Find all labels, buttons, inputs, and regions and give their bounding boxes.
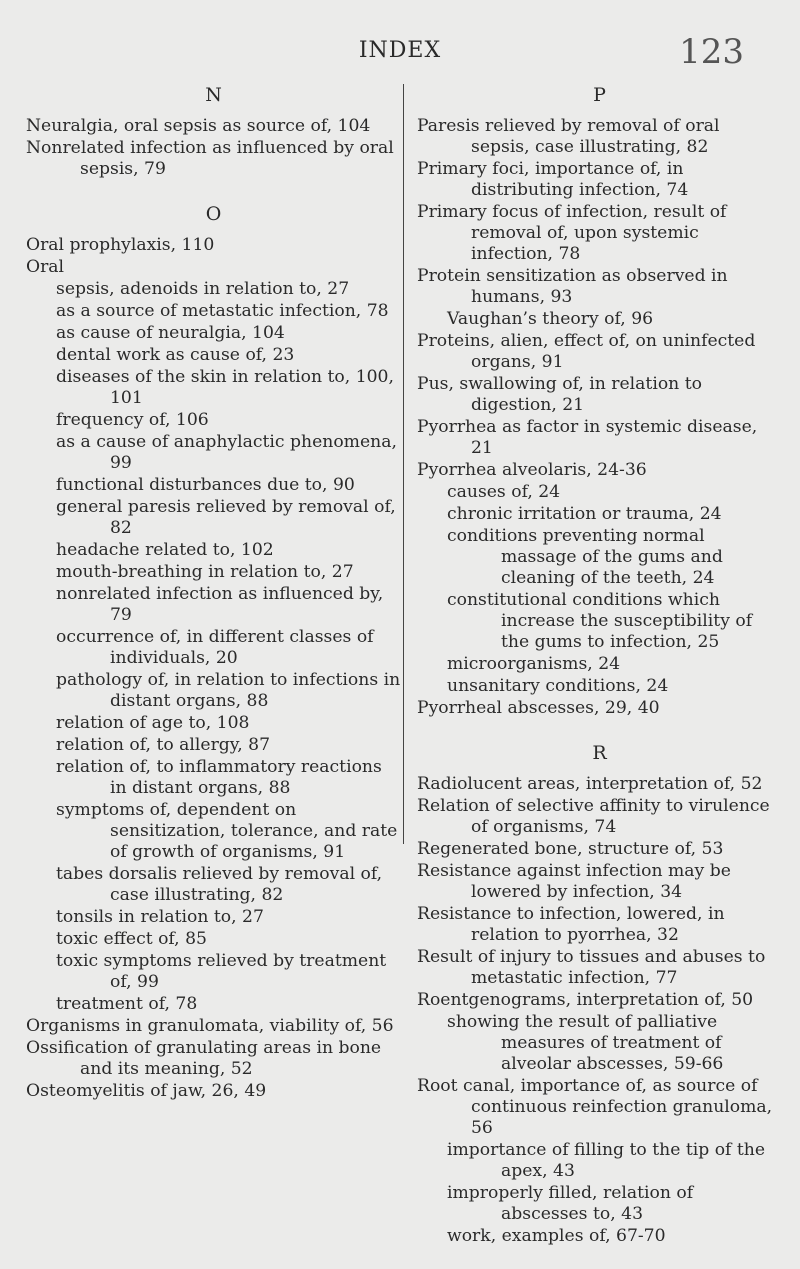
page-header <box>0 32 800 72</box>
index-subentry: diseases of the skin in relation to, 100, 101 <box>56 367 394 408</box>
index-subentry: Vaughan’s theory of, 96 <box>447 309 654 329</box>
index-subentry: general paresis relieved by removal of, 82 <box>56 497 396 538</box>
section-spacer <box>417 720 782 740</box>
index-entry: Oral <box>26 257 65 277</box>
index-subentry: functional disturbances due to, 90 <box>56 475 355 495</box>
index-subentry: as cause of neuralgia, 104 <box>56 323 285 343</box>
page-number: 123 <box>679 32 744 72</box>
index-subentry: conditions preventing normal massage of the gums and cleaning of the teeth, 24 <box>447 526 723 588</box>
index-entry: Protein sensitization as observed in humans, 93 <box>417 266 728 307</box>
index-subentry: microorganisms, 24 <box>447 654 621 674</box>
index-entry: Proteins, alien, effect of, on uninfected organs, 91 <box>417 331 756 372</box>
index-subentry: constitutional conditions which increase the susceptibility of the gums to infection, 25 <box>447 590 753 652</box>
index-entry: Relation of selective affinity to virulence of organisms, 74 <box>417 796 770 837</box>
index-subentry: as a cause of anaphylactic phenomena, 99 <box>56 432 397 473</box>
index-subentry: relation of, to allergy, 87 <box>56 735 271 755</box>
section-letter: R <box>592 742 607 764</box>
index-entry: Roentgenograms, interpretation of, 50 <box>417 990 754 1010</box>
index-entry: Radiolucent areas, interpretation of, 52 <box>417 774 763 794</box>
index-subentry: importance of filling to the tip of the apex, 43 <box>447 1140 766 1181</box>
running-title: INDEX <box>358 38 442 63</box>
index-entry: Pyorrhea as factor in systemic disease, 21 <box>417 417 758 458</box>
index-entry: Root canal, importance of, as source of continuous reinfection granuloma, 56 <box>417 1076 773 1138</box>
index-entry: Neuralgia, oral sepsis as source of, 104 <box>26 116 371 136</box>
index-entry: Result of injury to tissues and abuses to metastatic infection, 77 <box>417 947 766 988</box>
index-subentry: symptoms of, dependent on sensitization, tolerance, and rate of growth of organisms, 91 <box>56 800 398 862</box>
index-subentry: tonsils in relation to, 27 <box>56 907 264 927</box>
index-entry: Regenerated bone, structure of, 53 <box>417 839 724 859</box>
index-subentry: chronic irritation or trauma, 24 <box>447 504 722 524</box>
index-entry: Pus, swallowing of, in relation to digestion, 21 <box>417 374 702 415</box>
index-subentry: relation of, to inflammatory reactions in distant organs, 88 <box>56 757 382 798</box>
index-subentry: nonrelated infection as influenced by, 79 <box>56 584 384 625</box>
section-letter: O <box>205 203 222 225</box>
index-entry: Nonrelated infection as influenced by oral sepsis, 79 <box>26 138 394 179</box>
index-column-left <box>26 82 401 1103</box>
section-spacer <box>26 181 401 201</box>
index-subentry: sepsis, adenoids in relation to, 27 <box>56 279 350 299</box>
index-subentry: showing the result of palliative measures of treatment of alveolar abscesses, 59-66 <box>447 1012 724 1074</box>
index-entry: Osteomyelitis of jaw, 26, 49 <box>26 1081 267 1101</box>
section-letter: P <box>593 84 606 106</box>
index-entry: Resistance to infection, lowered, in relation to pyorrhea, 32 <box>417 904 725 945</box>
index-entry: Paresis relieved by removal of oral sepsis, case illustrating, 82 <box>417 116 720 157</box>
index-entry: Primary foci, importance of, in distributing infection, 74 <box>417 159 689 200</box>
index-subentry: as a source of metastatic infection, 78 <box>56 301 389 321</box>
index-subentry: causes of, 24 <box>447 482 561 502</box>
index-subentry: mouth-breathing in relation to, 27 <box>56 562 354 582</box>
index-subentry: tabes dorsalis relieved by removal of, case illustrating, 82 <box>56 864 383 905</box>
index-subentry: relation of age to, 108 <box>56 713 250 733</box>
index-subentry: treatment of, 78 <box>56 994 198 1014</box>
index-column-right <box>417 82 782 1248</box>
index-entry: Oral prophylaxis, 110 <box>26 235 215 255</box>
index-subentry: headache related to, 102 <box>56 540 274 560</box>
index-subentry: dental work as cause of, 23 <box>56 345 295 365</box>
section-letter: N <box>205 84 222 106</box>
index-entry: Primary focus of infection, result of removal of, upon systemic infection, 78 <box>417 202 727 264</box>
index-subentry: toxic symptoms relieved by treatment of, 99 <box>56 951 387 992</box>
column-divider <box>403 84 404 844</box>
index-subentry: pathology of, in relation to infections in distant organs, 88 <box>56 670 401 711</box>
index-subentry: toxic effect of, 85 <box>56 929 207 949</box>
index-subentry: work, examples of, 67-70 <box>447 1226 666 1246</box>
index-entry: Ossification of granulating areas in bone and its meaning, 52 <box>26 1038 382 1079</box>
index-entry: Pyorrheal abscesses, 29, 40 <box>417 698 660 718</box>
index-subentry: frequency of, 106 <box>56 410 209 430</box>
index-entry: Resistance against infection may be lowered by infection, 34 <box>417 861 731 902</box>
index-subentry: occurrence of, in different classes of individuals, 20 <box>56 627 374 668</box>
index-subentry: unsanitary conditions, 24 <box>447 676 669 696</box>
index-subentry: improperly filled, relation of abscesses to, 43 <box>447 1183 694 1224</box>
index-entry: Organisms in granulomata, viability of, 56 <box>26 1016 394 1036</box>
index-entry: Pyorrhea alveolaris, 24-36 <box>417 460 647 480</box>
